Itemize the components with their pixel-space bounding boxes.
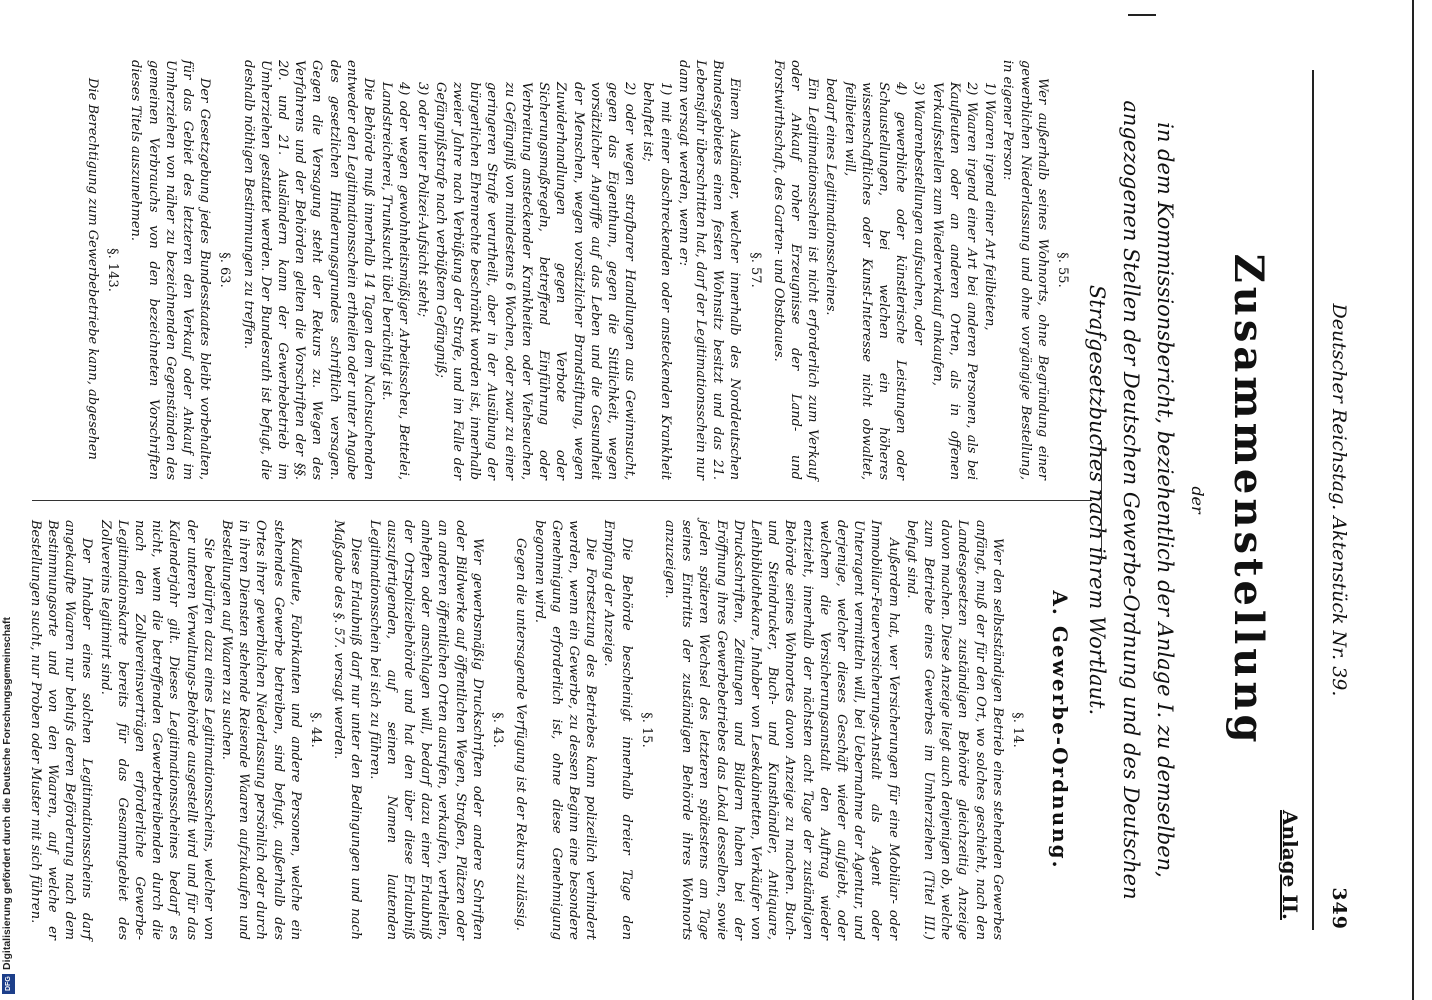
paragraph-number: §. 43. (490, 712, 506, 748)
paragraph: Die Berechtigung zum Gewerbebetriebe kann, abgesehen (85, 78, 101, 460)
paragraph-number: §. 55. (1055, 252, 1070, 288)
paragraph: 1) mit einer abschreckenden oder ansteckenden Krankheit behaftet ist; (640, 82, 673, 480)
paragraph: Wer den selbstständigen Betrieb eines stehenden Gewerbes anfängt, muß der für den Ort, wo solches geschieht, nach den Landesgesetzen zuständigen Behörde gleichzeitig Anzeige davon machen. Diese Anzeige liegt auch denjenigen ob, welche zum Betriebe eines Gewerbes im Umherziehen (Titel III.) befugt sind. (903, 520, 1005, 940)
paragraph-number: §. 15. (638, 712, 654, 748)
anlage-label: Anlage II. (1278, 810, 1302, 920)
paragraph: Die Fortsetzung des Betriebes kann polizeilich verhindert werden, wenn ein Gewerbe, zu dessen Beginn eine besondere Genehmigung erforderlich ist, ohne diese Genehmigung begonnen wird. (531, 520, 599, 940)
paragraph: Gegen die untersagende Verfügung ist der Rekurs zulässig. (513, 538, 529, 931)
left-column (83, 60, 1077, 480)
paragraph: 1) Waaren irgend einer Art feilbieten, (982, 82, 998, 331)
paragraph: Ein Legitimationsschein ist nicht erforderlich zum Verkauf oder Ankauf roher Erzeugnisse der Land- und Forstwirthschaft, des Garten- und Obstbaues. (770, 60, 821, 480)
paragraph-number: §. 14. (1010, 712, 1025, 748)
dfg-logo-icon: DFG (2, 974, 15, 994)
paragraph: Wer außerhalb seines Wohnorts, ohne Begründung einer gewerblichen Niederlassung und ohne vorgängige Bestellung, in eigener Person: (1000, 60, 1050, 480)
paragraph: 4) oder wegen gewohnheitsmäßiger Arbeitsscheu, Bettelei, Landstreicherei, Trunksucht übel berüchtigt ist. (379, 82, 412, 480)
main-title: Zusammenstellung (1225, 253, 1272, 747)
paragraph: 2) oder wegen strafbarer Handlungen aus Gewinnsucht, gegen das Eigenthum, gegen die Sittlichkeit, wegen vorsätzlicher Angriffe auf das Leben und die Gesundheit der Menschen, wegen vorsätzlicher Brandstiftung, wegen Zuwiderhandlungen gegen Verbote oder Sicherungsmaßregeln, betreffend Einführung oder Verbreitung ansteckender Krankheiten oder Viehseuchen, zu Gefängniß von mindestens 6 Wochen, oder zwar zu einer geringeren Strafe verurtheilt, aber in der Ausübung der bürgerlichen Ehrenrechte beschränkt worden ist, innerhalb zweier Jahre nach Verbüßung der Strafe, und im Falle der Gefängnißstrafe nach verbüßtem Gefängniß; (432, 82, 638, 480)
running-head (1320, 70, 1350, 930)
paragraph: Die Behörde bescheinigt innerhalb dreier Tage den Empfang der Anzeige. (601, 520, 634, 940)
dfg-footer (0, 600, 18, 1000)
paragraph: 4) gewerbliche oder künstlerische Leistungen oder Schaustellungen, bei welchen ein höheres wissenschaftliches oder Kunst-Interesse nicht obwaltet, feilbieten will, (841, 82, 909, 480)
page-number: 349 (1328, 887, 1350, 930)
header-rule (1312, 70, 1314, 930)
paragraph: Diese Erlaubniß darf nur unter den Bedingungen und nach Maßgabe des §. 57. versagt werden. (331, 520, 364, 940)
paragraph: 3) oder unter Polizei-Aufsicht steht; (414, 82, 430, 318)
paragraph: Wer gewerbsmäßig Druckschriften oder andere Schriften oder Bildwerke auf öffentlichen Wegen, Straßen, Plätzen oder an anderen öffentlichen Orten ausrufen, verkaufen, vertheilen, anheften oder anschlagen will, bedarf dazu einer Erlaubniß der Ortspolizeibehörde und hat den über diese Erlaubniß auszufertigenden, auf seinen Namen lautenden Legitimationsschein bei sich zu führen. (366, 520, 485, 940)
der-word: der (1188, 486, 1207, 514)
paragraph: Der Gesetzgebung jedes Bundesstaates bleibt vorbehalten, für das Gebiet des letzteren den Verkauf oder Ankauf im Umherziehen von näher zu bezeichnenden Gegenständen des gemeinen Verbrauchs von den bezeichneten Vorschriften dieses Titels auszunehmen. (128, 60, 213, 480)
paragraph: Die Behörde muß innerhalb 14 Tagen dem Nachsuchenden entweder den Legitimationsschein ertheilen oder unter Angabe des gesetzlichen Hinderungsgrundes schriftlich versagen. Gegen die Versagung steht der Rekurs zu. Wegen des Verfahrens und der Behörden gelten die Vorschriften der §§. 20. und 21. Ausländern kann der Gewerbebetrieb im Umherziehen gestattet werden. Der Bundesrath ist befugt, die deshalb nöthigen Bestimmungen zu treffen. (240, 60, 377, 480)
scan-edge-mark (1128, 14, 1156, 16)
running-head-title: Deutscher Reichstag. Aktenstück Nr. 39. (1328, 303, 1350, 697)
paragraph: Außerdem hat, wer Versicherungen für eine Mobiliar- oder Immobiliar-Feuerversicherungs-Anstalt als Agent oder Unteragent vermitteln will, bei Uebernahme der Agentur, und derjenige, welcher dieses Geschäft wieder aufgiebt, oder welchem die Versicherungsanstalt den Auftrag wieder entzieht, innerhalb der nächsten acht Tage der zuständigen Behörde seines Wohnortes davon Anzeige zu machen. Buch- und Steindrucker, Buch- und Kunsthändler, Antiquare, Leihbibliothekare, Inhaber von Lesekabinetten, Verkäufer von Druckschriften, Zeitungen und Bildern haben bei der Eröffnung ihres Gewerbebetriebes das Lokal desselben, sowie jeden späteren Wechsel des letzteren spätestens am Tage seines Eintritts der zuständigen Behörde ihres Wohnorts anzuzeigen. (661, 520, 901, 940)
paragraph: bedarf eines Legitimationsscheines. (823, 78, 839, 316)
paragraph: 2) Waaren irgend einer Art bei anderen Personen, als bei Kaufleuten oder an anderen Orten, als in offenen Verkaufsstellen zum Wiederverkauf ankaufen, (929, 82, 979, 480)
paragraph: Der Inhaber eines solchen Legitimationsscheins darf angekaufte Waaren nur behufs deren Beförderung nach dem Bestimmungsorte und von den Waaren, auf welche er Bestellungen sucht, nur Proben oder Muster mit sich führen. (27, 520, 95, 940)
paragraph: Sie bedürfen dazu eines Legitimationsscheins, welcher von der unteren Verwaltungs-Behörde ausgestellt wird und für das Kalenderjahr gilt. Dieses Legitimationsscheines bedarf es nicht, wenn die betreffenden Gewerbetreibenden durch die nach den Zollvereinsverträgen erforderliche Gewerbe-Legitimationskarte bereits für das Gesammtgebiet des Zollvereins legitimirt sind. (97, 520, 216, 940)
paragraph-number: §. 63. (217, 252, 233, 288)
right-column (26, 520, 1032, 940)
paragraph-number: §. 143. (105, 248, 121, 292)
paragraph: 3) Waarenbestellungen aufsuchen, oder (911, 82, 927, 345)
paragraph: Kaufleute, Fabrikanten und andere Personen, welche ein stehendes Gewerbe betreiben, sind befugt, außerhalb des Ortes ihrer gewerblichen Niederlassung persönlich oder durch in ihren Diensten stehende Reisende Waaren aufzukaufen und Bestellungen auf Waaren zu suchen. (219, 520, 303, 940)
subtitle: in dem Kommissionsbericht, beziehentlich der Anlage I. zu demselben, angezogenen Stellen der Deutschen Gewerbe-Ordnung und des Deutschen Strafgesetzbuches nach ihrem Wortlaut. (1085, 100, 1177, 900)
section-heading: A. Gewerbe-Ordnung. (1048, 590, 1072, 870)
scan-edge-line (1412, 0, 1414, 1000)
dfg-credit-text: Digitalisierung gefördert durch die Deutsche Forschungsgemeinschaft (1, 617, 13, 970)
paragraph-number: §. 44. (308, 712, 324, 748)
paragraph-number: §. 57. (747, 252, 763, 288)
title-rule (1101, 440, 1102, 560)
paragraph: Einem Ausländer, welcher innerhalb des Norddeutschen Bundesgebietes einen festen Wohnsitz besitzt und das 21. Lebensjahr überschritten hat, darf der Legitimationsschein nur dann versagt werden, wenn er: (675, 60, 743, 480)
column-divider (32, 500, 1092, 501)
